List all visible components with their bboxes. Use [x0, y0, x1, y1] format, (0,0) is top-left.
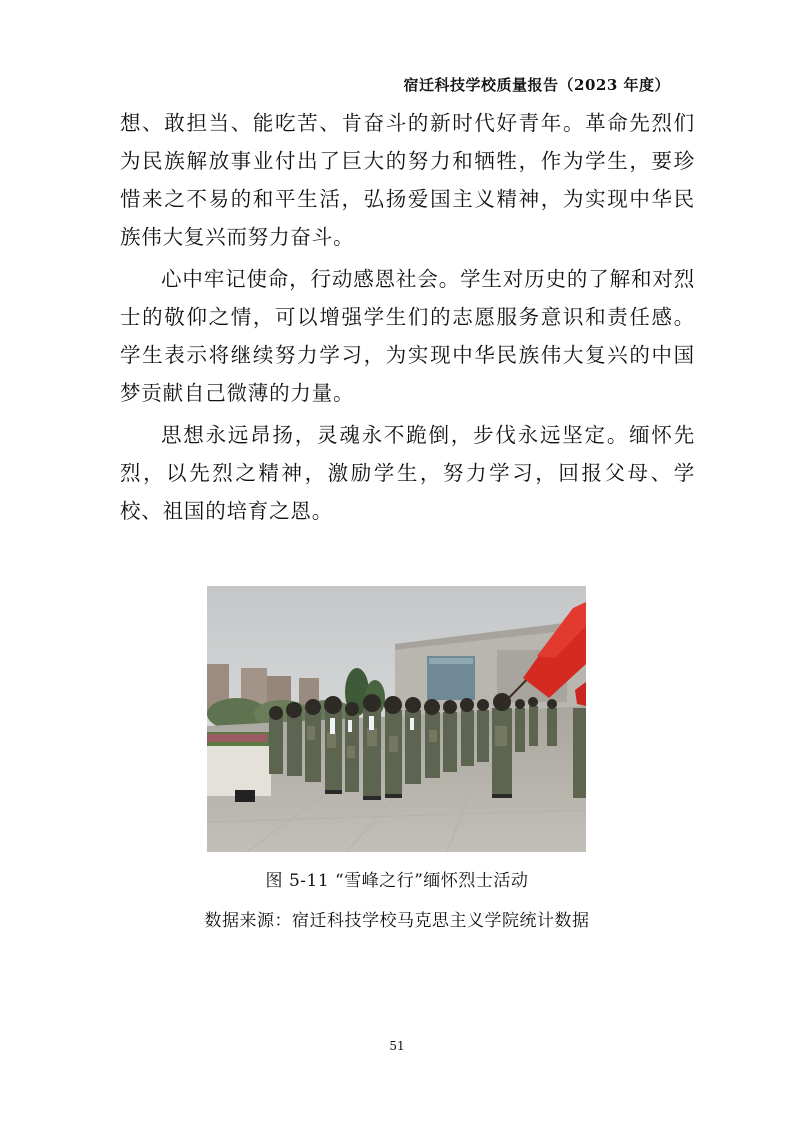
paragraph-continuation: 想、敢担当、能吃苦、肯奋斗的新时代好青年。革命先烈们为民族解放事业付出了巨大的努力和牺牲，作为学生，要珍惜来之不易的和平生活，弘扬爱国主义精神，为实现中华民族伟大复兴而努力奋斗。 [120, 111, 695, 249]
paragraph-mission: 心中牢记使命，行动感恩社会。学生对历史的了解和对烈士的敬仰之情，可以增强学生们的志愿服务意识和责任感。学生表示将继续努力学习，为实现中华民族伟大复兴的中国梦贡献自己微薄的力量。 [120, 267, 695, 405]
page-number: 51 [389, 1039, 405, 1053]
paragraph-commemoration: 思想永远昂扬，灵魂永不跪倒，步伐永远坚定。缅怀先烈，以先烈之精神，激励学生，努力学习，回报父母、学校、祖国的培育之恩。 [120, 423, 695, 523]
figure-caption: 图 5-11 “雪峰之行”缅怀烈士活动 [265, 871, 529, 891]
body-text [120, 104, 695, 534]
report-header: 宿迁科技学校质量报告（2023 年度） [403, 76, 670, 94]
figure-source: 数据来源：宿迁科技学校马克思主义学院统计数据 [204, 911, 590, 931]
memorial-activity-photo [207, 586, 586, 852]
